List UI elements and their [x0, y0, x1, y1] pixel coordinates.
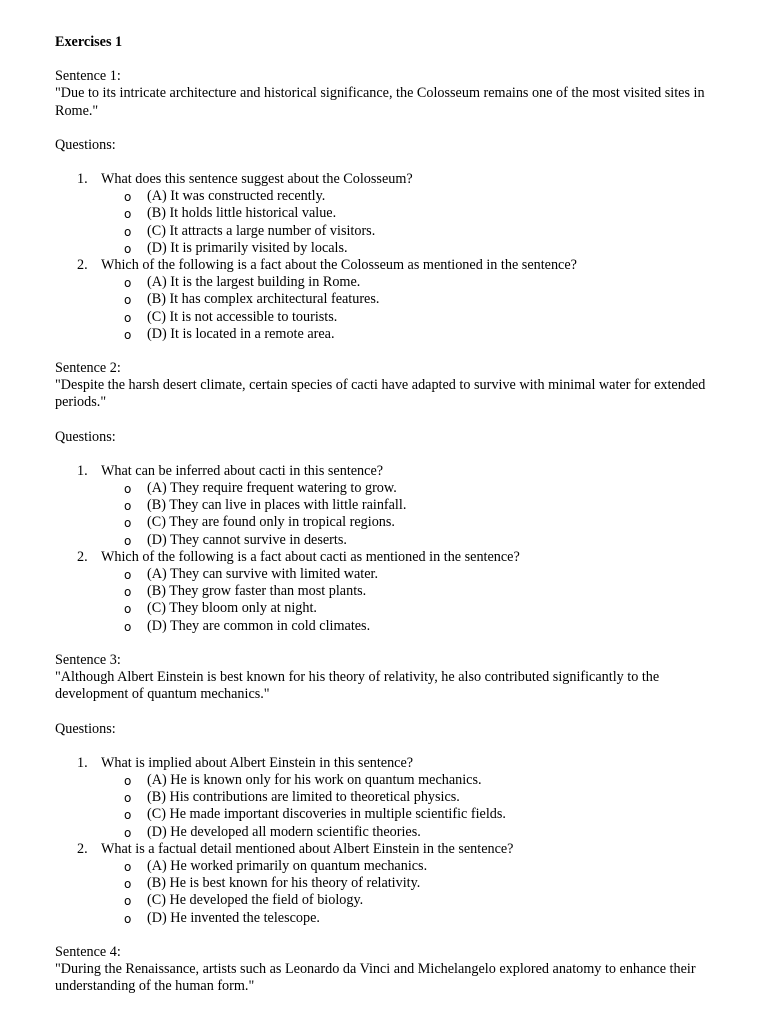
answer-option	[101, 618, 735, 635]
answer-option	[101, 514, 735, 531]
option-list	[101, 188, 735, 257]
question-text: What is a factual detail mentioned about Albert Einstein in the sentence?	[101, 840, 514, 857]
option-list	[101, 772, 735, 841]
option-list	[101, 566, 735, 635]
bullet-icon: o	[124, 791, 132, 806]
bullet-icon: o	[124, 568, 132, 583]
bullet-icon: o	[124, 825, 132, 840]
option-text: (C) They are found only in tropical regions.	[147, 514, 395, 531]
sentence-section	[55, 944, 735, 996]
bullet-icon: o	[124, 516, 132, 531]
question-text: What can be inferred about cacti in this sentence?	[101, 462, 384, 479]
answer-option	[101, 188, 735, 205]
question-number: 2.	[77, 840, 88, 857]
option-text: (B) He is best known for his theory of relativity.	[147, 875, 421, 892]
answer-option	[101, 583, 735, 600]
answer-option	[101, 789, 735, 806]
bullet-icon: o	[124, 894, 132, 909]
question-number: 2.	[77, 548, 88, 565]
option-text: (D) He developed all modern scientific theories.	[147, 823, 421, 840]
option-list	[101, 858, 735, 927]
answer-option	[101, 824, 735, 841]
answer-option	[101, 223, 735, 240]
sentence-text: "Although Albert Einstein is best known for his theory of relativity, he also contributed significantly to the development of quantum mechanics."	[55, 669, 660, 703]
answer-option	[101, 772, 735, 789]
question-item	[55, 171, 735, 257]
sentence-text: "Due to its intricate architecture and historical significance, the Colosseum remains one of the most visited sites in Rome."	[55, 85, 705, 119]
questions-heading: Questions:	[55, 720, 116, 737]
answer-option	[101, 858, 735, 875]
answer-option	[101, 910, 735, 927]
option-text: (C) He developed the field of biology.	[147, 892, 364, 909]
bullet-icon: o	[124, 310, 132, 325]
document-title: Exercises 1	[55, 34, 123, 50]
option-text: (C) It is not accessible to tourists.	[147, 308, 338, 325]
bullet-icon: o	[124, 207, 132, 222]
answer-option	[101, 480, 735, 497]
option-text: (C) It attracts a large number of visitors.	[147, 222, 376, 239]
bullet-icon: o	[124, 499, 132, 514]
question-item	[55, 549, 735, 635]
bullet-icon: o	[124, 276, 132, 291]
option-text: (C) They bloom only at night.	[147, 600, 317, 617]
bullet-icon: o	[124, 533, 132, 548]
bullet-icon: o	[124, 808, 132, 823]
question-list	[55, 755, 735, 927]
bullet-icon: o	[124, 241, 132, 256]
answer-option	[101, 240, 735, 257]
bullet-icon: o	[124, 877, 132, 892]
sentence-text: "Despite the harsh desert climate, certain species of cacti have adapted to survive with minimal water for extended periods."	[55, 377, 706, 411]
option-text: (B) It has complex architectural features.	[147, 291, 380, 308]
answer-option	[101, 309, 735, 326]
option-text: (A) He is known only for his work on quantum mechanics.	[147, 771, 482, 788]
option-text: (D) They cannot survive in deserts.	[147, 531, 347, 548]
answer-option	[101, 497, 735, 514]
answer-option	[101, 875, 735, 892]
question-text: What does this sentence suggest about the Colosseum?	[101, 171, 413, 188]
question-item	[55, 755, 735, 841]
answer-option	[101, 566, 735, 583]
sentence-text: "During the Renaissance, artists such as Leonardo da Vinci and Michelangelo explored anatomy to enhance their understanding of the human form."	[55, 960, 696, 995]
question-text: Which of the following is a fact about the Colosseum as mentioned in the sentence?	[101, 257, 577, 274]
option-text: (A) It is the largest building in Rome.	[147, 274, 361, 291]
answer-option	[101, 532, 735, 549]
question-list	[55, 463, 735, 635]
sentence-label: Sentence 4:	[55, 943, 121, 960]
question-item	[55, 257, 735, 343]
bullet-icon: o	[124, 190, 132, 205]
option-text: (D) He invented the telescope.	[147, 909, 320, 926]
questions-heading: Questions:	[55, 136, 116, 153]
question-number: 1.	[77, 462, 88, 479]
answer-option	[101, 326, 735, 343]
answer-option	[101, 291, 735, 308]
questions-heading: Questions:	[55, 428, 116, 445]
option-text: (B) It holds little historical value.	[147, 205, 337, 222]
sentence-label: Sentence 1:	[55, 68, 121, 85]
option-text: (C) He made important discoveries in multiple scientific fields.	[147, 806, 506, 823]
question-number: 1.	[77, 754, 88, 771]
bullet-icon: o	[124, 585, 132, 600]
option-text: (B) They can live in places with little rainfall.	[147, 497, 407, 514]
answer-option	[101, 806, 735, 823]
answer-option	[101, 205, 735, 222]
answer-option	[101, 892, 735, 909]
question-item	[55, 463, 735, 549]
answer-option	[101, 274, 735, 291]
question-number: 1.	[77, 171, 88, 188]
sections-container	[55, 68, 735, 995]
question-text: Which of the following is a fact about cacti as mentioned in the sentence?	[101, 548, 520, 565]
sentence-label: Sentence 3:	[55, 651, 121, 668]
question-number: 2.	[77, 257, 88, 274]
bullet-icon: o	[124, 327, 132, 342]
bullet-icon: o	[124, 619, 132, 634]
question-text: What is implied about Albert Einstein in this sentence?	[101, 754, 414, 771]
question-list	[55, 171, 735, 343]
bullet-icon: o	[124, 602, 132, 617]
answer-option	[101, 600, 735, 617]
option-text: (D) It is primarily visited by locals.	[147, 239, 348, 256]
bullet-icon: o	[124, 293, 132, 308]
question-item	[55, 841, 735, 927]
option-text: (B) They grow faster than most plants.	[147, 583, 367, 600]
sentence-section	[55, 652, 735, 927]
option-text: (A) He worked primarily on quantum mechanics.	[147, 857, 428, 874]
option-list	[101, 480, 735, 549]
option-text: (A) It was constructed recently.	[147, 188, 326, 205]
document-page	[55, 34, 735, 995]
option-text: (D) It is located in a remote area.	[147, 325, 335, 342]
option-text: (A) They require frequent watering to grow.	[147, 480, 397, 497]
sentence-label: Sentence 2:	[55, 360, 121, 377]
option-list	[101, 274, 735, 343]
bullet-icon: o	[124, 224, 132, 239]
sentence-section	[55, 68, 735, 343]
bullet-icon: o	[124, 859, 132, 874]
bullet-icon: o	[124, 773, 132, 788]
option-text: (B) His contributions are limited to theoretical physics.	[147, 789, 460, 806]
option-text: (A) They can survive with limited water.	[147, 566, 379, 583]
sentence-section	[55, 360, 735, 635]
bullet-icon: o	[124, 911, 132, 926]
bullet-icon: o	[124, 482, 132, 497]
option-text: (D) They are common in cold climates.	[147, 617, 371, 634]
